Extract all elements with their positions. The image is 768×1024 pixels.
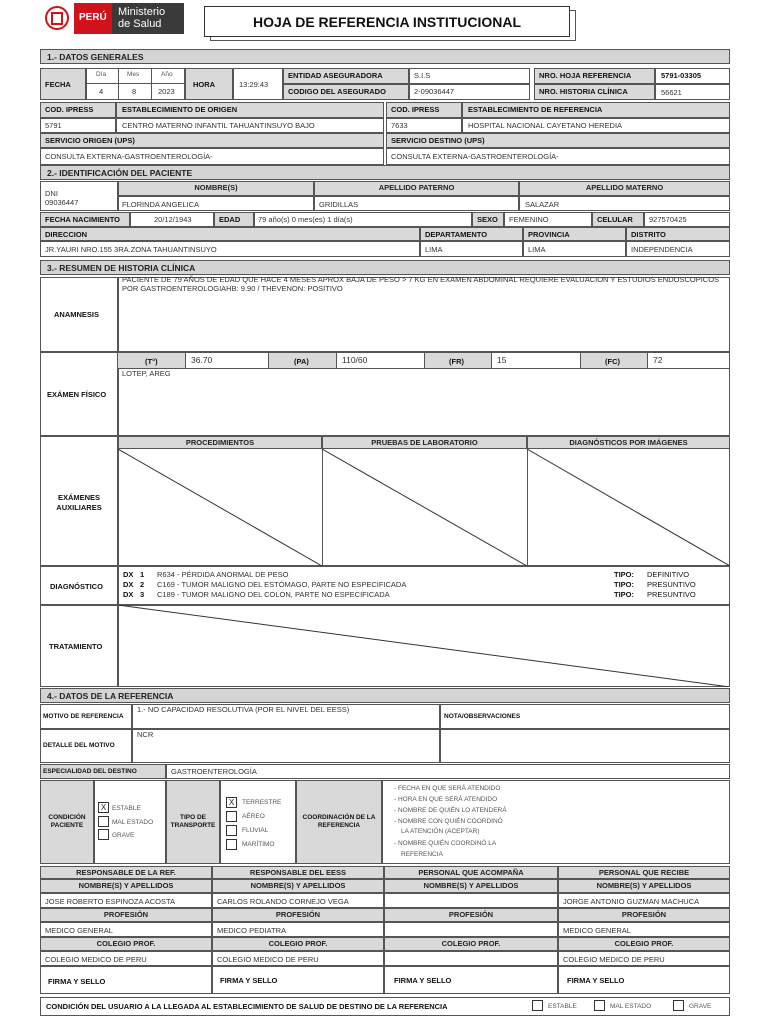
llegada-estable-checkbox[interactable] xyxy=(532,1000,543,1011)
colegio-header: COLEGIO PROF. xyxy=(96,939,156,948)
dx-row xyxy=(123,570,723,580)
transporte-maritimo-checkbox[interactable] xyxy=(226,839,237,850)
sexo-label: SEXO xyxy=(477,215,498,224)
resp-colegio: COLEGIO MEDICO DE PERU xyxy=(563,955,665,964)
examen-label: EXÁMEN FÍSICO xyxy=(47,390,107,399)
section-2-header: 2.- IDENTIFICACIÓN DEL PACIENTE xyxy=(40,165,730,180)
anio-value: 2023 xyxy=(158,87,175,96)
mes-label: Mes xyxy=(127,71,140,78)
condicion-label-2: PACIENTE xyxy=(50,822,84,829)
resp-profesion: MEDICO PEDIATRA xyxy=(217,926,287,935)
transporte-terrestre-checkbox[interactable]: X xyxy=(226,797,237,808)
page-title-text: HOJA DE REFERENCIA INSTITUCIONAL xyxy=(252,14,522,30)
dx-row xyxy=(123,590,723,600)
section-3-header: 3.- RESUMEN DE HISTORIA CLÍNICA xyxy=(40,260,730,275)
provincia-label: PROVINCIA xyxy=(528,230,570,239)
resp-nombre: JORGE ANTONIO GUZMAN MACHUCA xyxy=(563,897,700,906)
llegada-estable-label: ESTABLE xyxy=(548,1003,577,1010)
dni-label: DNI xyxy=(45,189,58,198)
motivo-label: MOTIVO DE REFERENCIA xyxy=(43,713,124,720)
nombres-header: NOMBRE(S) Y APELLIDOS xyxy=(78,881,174,890)
cod-ipress-origen-value: 5791 xyxy=(45,121,62,130)
provincia-value: LIMA xyxy=(528,245,546,254)
dx-tipo-label: TIPO: xyxy=(614,570,634,579)
dx-num: 1 xyxy=(140,570,145,579)
coordinacion-item: - NOMBRE DE QUIÉN LO ATENDERÁ xyxy=(394,807,507,814)
coordinacion-label-1: COORDINACIÓN DE LA xyxy=(302,814,376,821)
celular-value: 927570425 xyxy=(649,215,687,224)
nombres-header: NOMBRE(S) Y APELLIDOS xyxy=(250,881,346,890)
imagenes-label: DIAGNÓSTICOS POR IMÁGENES xyxy=(569,438,688,447)
dx-num: 2 xyxy=(140,580,145,589)
transporte-aereo-label: AÉREO xyxy=(242,813,265,820)
dx-label: DX xyxy=(123,590,134,599)
est-origen-label: ESTABLECIMIENTO DE ORIGEN xyxy=(122,105,238,114)
dni-value: 09036447 xyxy=(45,198,79,207)
coordinacion-item: REFERENCIA xyxy=(401,851,443,858)
ap-materno-value: SALAZAR xyxy=(525,200,560,209)
distrito-label: DISTRITO xyxy=(631,230,666,239)
logo-country: PERÚ xyxy=(79,12,107,23)
pa-value: 110/60 xyxy=(342,355,368,365)
tratamiento-label: TRATAMIENTO xyxy=(49,642,103,651)
hora-label: HORA xyxy=(193,80,216,89)
serv-destino-value: CONSULTA EXTERNA-GASTROENTEROLOGÍA- xyxy=(391,152,559,161)
resp-profesion: MEDICO GENERAL xyxy=(563,926,631,935)
dia-label: Día xyxy=(96,71,107,78)
transporte-label-2: TRANSPORTE xyxy=(170,822,216,829)
resp-profesion: MEDICO GENERAL xyxy=(45,926,113,935)
resp-nombre: JOSE ROBERTO ESPINOZA ACOSTA xyxy=(45,897,176,906)
firma-label: FIRMA Y SELLO xyxy=(567,976,625,985)
dx-row xyxy=(123,580,723,590)
ap-paterno-value: GRIDILLAS xyxy=(319,200,359,209)
ap-materno-label: APELLIDO MATERNO xyxy=(585,183,664,192)
coordinacion-label-2: REFERENCIA xyxy=(317,822,361,829)
logo-ministry-line2: de Salud xyxy=(118,18,162,30)
condicion-label-1: CONDICIÓN xyxy=(48,814,86,821)
tratamiento-strike-line xyxy=(118,605,730,687)
serv-origen-value: CONSULTA EXTERNA-GASTROENTEROLOGÍA- xyxy=(45,152,213,161)
t-label: (T°) xyxy=(145,357,158,366)
departamento-label: DEPARTAMENTO xyxy=(425,230,488,239)
firma-label: FIRMA Y SELLO xyxy=(394,976,452,985)
cod-ipress-ref-value: 7633 xyxy=(391,121,408,130)
procedimientos-label: PROCEDIMIENTOS xyxy=(185,438,255,447)
profesion-header: PROFESIÓN xyxy=(448,910,494,919)
nombres-value: FLORINDA ANGELICA xyxy=(122,200,200,209)
condicion-estable-label: ESTABLE xyxy=(112,805,141,812)
profesion-header: PROFESIÓN xyxy=(275,910,321,919)
nombres-header: NOMBRE(S) Y APELLIDOS xyxy=(423,881,519,890)
fc-label: (FC) xyxy=(605,357,620,366)
est-ref-label: ESTABLECIMIENTO DE REFERENCIA xyxy=(468,105,603,114)
resp-header: RESPONSABLE DEL EESS xyxy=(249,868,347,877)
especialidad-label: ESPECIALIDAD DEL DESTINO xyxy=(43,768,137,775)
coordinacion-item: - NOMBRE CON QUIÉN COORDINÓ xyxy=(394,818,503,825)
resp-header: RESPONSABLE DE LA REF. xyxy=(76,868,176,877)
firma-label: FIRMA Y SELLO xyxy=(48,977,106,986)
sexo-value: FEMENINO xyxy=(509,215,549,224)
dia-value: 4 xyxy=(99,87,104,96)
coordinacion-item: - FECHA EN QUE SERÁ ATENDIDO xyxy=(394,785,501,792)
nombres-header: NOMBRE(S) Y APELLIDOS xyxy=(596,881,692,890)
ap-paterno-label: APELLIDO PATERNO xyxy=(378,183,455,192)
nro-hist-value: 56621 xyxy=(661,88,682,97)
cod-ipress-ref-label: COD. IPRESS xyxy=(391,105,440,114)
dx-num: 3 xyxy=(140,590,145,599)
diagnostico-label: DIAGNÓSTICO xyxy=(50,582,103,591)
peru-shield-icon xyxy=(40,3,74,34)
departamento-value: LIMA xyxy=(425,245,443,254)
nro-hoja-value: 5791-03305 xyxy=(661,71,702,80)
llegada-grave-label: GRAVE xyxy=(689,1003,712,1010)
section-1-header: 1.- DATOS GENERALES xyxy=(40,49,730,64)
condicion-llegada-label: CONDICIÓN DEL USUARIO A LA LLEGADA AL ESTABLECIMIENTO DE SALUD DE DESTINO DE LA REFERENCIA xyxy=(46,1002,448,1011)
fecha-nac-label: FECHA NACIMIENTO xyxy=(45,215,120,224)
cod-ipress-origen-label: COD. IPRESS xyxy=(45,105,94,114)
condicion-mal-estado-label: MAL ESTADO xyxy=(112,819,154,826)
resp-nombre: CARLOS ROLANDO CORNEJO VEGA xyxy=(217,897,349,906)
distrito-value: INDEPENDENCIA xyxy=(631,245,693,254)
dx-desc: C189 - TUMOR MALIGNO DEL COLON, PARTE NO ESPECIFICADA xyxy=(157,590,390,599)
section-4-header: 4.- DATOS DE LA REFERENCIA xyxy=(40,688,730,703)
dx-label: DX xyxy=(123,580,134,589)
transporte-fluvial-label: FLUVIAL xyxy=(242,827,269,834)
coordinacion-item: - NOMBRE QUIÉN COORDINÓ LA xyxy=(394,840,497,847)
direccion-value: JR.YAURI NRO.155 3RA.ZONA TAHUANTINSUYO xyxy=(45,245,217,254)
dx-tipo-label: TIPO: xyxy=(614,580,634,589)
dx-tipo-label: TIPO: xyxy=(614,590,634,599)
firma-label: FIRMA Y SELLO xyxy=(220,976,278,985)
resp-colegio: COLEGIO MEDICO DE PERU xyxy=(45,955,147,964)
resp-header: PERSONAL QUE RECIBE xyxy=(598,868,690,877)
direccion-label: DIRECCION xyxy=(45,230,88,239)
dx-desc: R634 - PÉRDIDA ANORMAL DE PESO xyxy=(157,570,289,579)
nro-hoja-label: NRO. HOJA REFERENCIA xyxy=(539,71,632,80)
condicion-grave-label: GRAVE xyxy=(112,832,135,839)
fecha-nac-value: 20/12/1943 xyxy=(154,215,192,224)
anamnesis-value: PACIENTE DE 79 AÑOS DE EDAD QUE HACE 4 MESES APROX BAJA DE PESO > 7 KG EN EXAMEN ABDOMINAL REQUIERE EVALUACION Y ESTUDIOS ENDOSCOPICOS POR GASTROENTEROLOGIAHB: 9.90 / THEVENON: POSITIVO xyxy=(122,275,720,293)
profesion-header: PROFESIÓN xyxy=(621,910,667,919)
condicion-grave-checkbox[interactable] xyxy=(98,829,109,840)
profesion-header: PROFESIÓN xyxy=(103,910,149,919)
llegada-grave-checkbox[interactable] xyxy=(673,1000,684,1011)
dx-desc: C169 - TUMOR MALIGNO DEL ESTÓMAGO, PARTE NO ESPECIFICADA xyxy=(157,580,407,589)
fr-label: (FR) xyxy=(449,357,464,366)
nota-label: NOTA/OBSERVACIONES xyxy=(444,713,521,720)
edad-value: 79 año(s) 0 mes(es) 1 día(s) xyxy=(258,215,353,224)
dx-tipo: PRESUNTIVO xyxy=(647,580,696,589)
transporte-aereo-checkbox[interactable] xyxy=(226,811,237,822)
nro-hist-label: NRO. HISTORIA CLÍNICA xyxy=(539,87,628,96)
celular-label: CELULAR xyxy=(597,215,633,224)
mes-value: 8 xyxy=(132,87,137,96)
aux-strike-lines xyxy=(118,449,730,566)
dx-tipo: DEFINITIVO xyxy=(647,570,690,579)
codigo-value: 2-09036447 xyxy=(414,87,455,96)
pa-label: (PA) xyxy=(294,357,309,366)
motivo-value: 1.- NO CAPACIDAD RESOLUTIVA (POR EL NIVEL DEL EESS) xyxy=(137,705,350,714)
dx-tipo: PRESUNTIVO xyxy=(647,590,696,599)
page-title xyxy=(204,6,570,37)
est-origen-value: CENTRO MATERNO INFANTIL TAHUANTINSUYO BAJO xyxy=(122,121,315,130)
fc-value: 72 xyxy=(653,355,663,365)
nombres-label: NOMBRE(S) xyxy=(194,183,238,192)
entidad-label: ENTIDAD ASEGURADORA xyxy=(288,71,383,80)
aux-label-1: EXÁMENES xyxy=(57,493,101,502)
codigo-label: CODIGO DEL ASEGURADO xyxy=(288,87,386,96)
detalle-label: DETALLE DEL MOTIVO xyxy=(43,742,115,749)
fr-value: 15 xyxy=(497,355,507,365)
resp-colegio: COLEGIO MEDICO DE PERU xyxy=(217,955,319,964)
detalle-value: NCR xyxy=(137,730,154,739)
transporte-label-1: TIPO DE xyxy=(179,814,206,821)
serv-origen-label: SERVICIO ORIGEN (UPS) xyxy=(45,136,135,145)
especialidad-value: GASTROENTEROLOGÍA xyxy=(171,767,257,776)
resp-header: PERSONAL QUE ACOMPAÑA xyxy=(418,868,524,877)
anio-label: Año xyxy=(161,71,173,78)
transporte-maritimo-label: MARÍTIMO xyxy=(242,841,275,848)
llegada-mal-estado-checkbox[interactable] xyxy=(594,1000,605,1011)
transporte-fluvial-checkbox[interactable] xyxy=(226,825,237,836)
entidad-value: S.I.S xyxy=(414,71,431,80)
condicion-mal-estado-checkbox[interactable] xyxy=(98,816,109,827)
coordinacion-item: LA ATENCIÓN (ACEPTAR) xyxy=(401,828,480,835)
llegada-mal-estado-label: MAL ESTADO xyxy=(610,1003,652,1010)
est-ref-value: HOSPITAL NACIONAL CAYETANO HEREDIA xyxy=(468,121,623,130)
examen-value: LOTEP, AREG xyxy=(122,369,171,378)
minsa-logo xyxy=(40,3,184,34)
logo-ministry-line1: Ministerio xyxy=(118,6,166,18)
t-value: 36.70 xyxy=(191,355,213,365)
edad-label: EDAD xyxy=(219,215,241,224)
aux-label-2: AUXILIARES xyxy=(56,503,102,512)
dx-label: DX xyxy=(123,570,134,579)
serv-destino-label: SERVICIO DESTINO (UPS) xyxy=(391,136,485,145)
hora-value: 13:29:43 xyxy=(239,80,269,89)
pruebas-label: PRUEBAS DE LABORATORIO xyxy=(371,438,478,447)
colegio-header: COLEGIO PROF. xyxy=(268,939,328,948)
transporte-terrestre-label: TERRESTRE xyxy=(242,799,282,806)
colegio-header: COLEGIO PROF. xyxy=(441,939,501,948)
coordinacion-item: - HORA EN QUE SERÁ ATENDIDO xyxy=(394,796,498,803)
colegio-header: COLEGIO PROF. xyxy=(614,939,674,948)
fecha-label: FECHA xyxy=(45,80,71,89)
anamnesis-label: ANAMNESIS xyxy=(54,310,100,319)
condicion-estable-checkbox[interactable]: X xyxy=(98,802,109,813)
